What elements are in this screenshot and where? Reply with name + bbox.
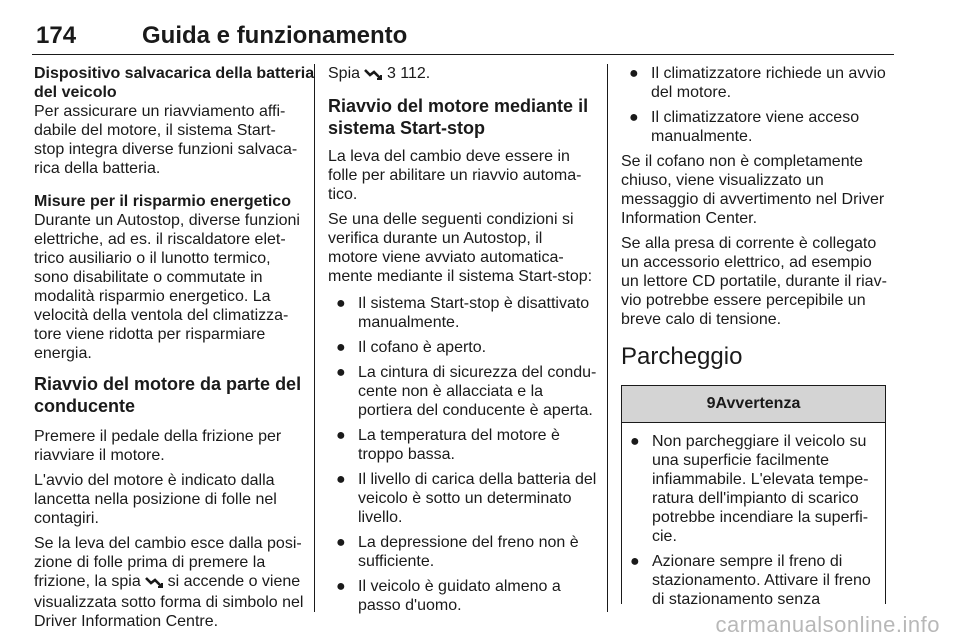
- page-header: [32, 20, 894, 55]
- heading-battery-saver: Dispositivo salvacarica della batteria del veicolo: [34, 65, 315, 101]
- list-item: ● La cintura di sicurezza del condu- cente non è allacciata e la portiera del conducente è aperta.: [336, 364, 597, 419]
- list-item: ● Il sistema Start-stop è disattivato manualmente.: [336, 295, 590, 331]
- list-item: ● Il cofano è aperto.: [336, 339, 487, 356]
- paragraph-neutral: La leva del cambio deve essere in folle per abilitare un riavvio automa- tico.: [328, 148, 582, 203]
- paragraph-conditions: Se una delle seguenti condizioni si verifica durante un Autostop, il motore viene avviato automatica- mente mediante il sistema Start-stop:: [328, 211, 593, 285]
- list-item: ● Il livello di carica della batteria del veicolo è sotto un determinato livello.: [336, 471, 597, 526]
- heading-system-restart: Riavvio del motore mediante il sistema Start-stop: [328, 96, 589, 138]
- list-item: ● Il veicolo è guidato almeno a passo d'uomo.: [336, 578, 561, 614]
- paragraph-tachometer: L'avvio del motore è indicato dalla lancetta nella posizione di folle nel contagiri.: [34, 472, 277, 527]
- paragraph-voltage-drop: Se alla presa di corrente è collegato un accessorio elettrico, ad esempio un lettore CD portatile, durante il riav- vio potrebbe essere percepibile un breve calo di tensione.: [621, 235, 887, 328]
- column-divider-1: [314, 64, 315, 612]
- indicator-reference: Spia 3 112.: [328, 64, 594, 85]
- column-left: [34, 64, 315, 631]
- list-item: ● Il climatizzatore richiede un avvio del motore.: [629, 65, 886, 101]
- warning-title: 9Avvertenza: [622, 386, 885, 423]
- list-item: ● Il climatizzatore viene acceso manualmente.: [629, 109, 860, 145]
- paragraph-hood-warning: Se il cofano non è completamente chiuso, viene visualizzato un messaggio di avvertimento nel Driver Information Center.: [621, 153, 885, 227]
- section-title-parking: Parcheggio: [621, 343, 743, 370]
- page-number: 174: [36, 22, 77, 49]
- paragraph-battery-saver: Per assicurare un riavviamento affi- dabile del motore, il sistema Start- stop integra diverse funzioni salvaca- rica della batteria.: [34, 103, 298, 177]
- paragraph-gear-lever: Se la leva del cambio esce dalla posi- zione di folle prima di premere la frizione, la spia si accende o viene visualizzata sotto forma di simbolo nel Driver Information Centre.: [34, 535, 304, 630]
- list-item: ● La depressione del freno non è sufficiente.: [336, 534, 579, 570]
- column-middle: [328, 64, 597, 615]
- watermark: carmanualsonline.info: [715, 612, 940, 637]
- warning-box: [621, 385, 886, 608]
- list-item: ● Non parcheggiare il veicolo su una superficie facilmente infiammabile. L'elevata tempe- ratura dell'impianto di scarico potrebbe incendiare la superfi- cie.: [630, 433, 869, 545]
- heading-energy-saving: Misure per il risparmio energetico: [34, 193, 291, 210]
- heading-driver-restart: Riavvio del motore da parte del conducente: [34, 374, 302, 416]
- auto-stop-indicator-icon: [364, 66, 382, 85]
- paragraph-energy-saving: Durante un Autostop, diverse funzioni elettriche, ad es. il riscaldatore elet- trico ausiliario o il lunotto termico, sono disabilitate o commutate in modalità risparmio energetico. La velocità della ventola del climatizza- tore viene ridotta per risparmiare energia.: [34, 212, 300, 362]
- list-item: ● Azionare sempre il freno di stazionamento. Attivare il freno di stazionamento senza: [630, 553, 871, 608]
- auto-stop-indicator-icon: [145, 574, 163, 593]
- paragraph-clutch-restart: Premere il pedale della frizione per riavviare il motore.: [34, 428, 282, 464]
- column-divider-2: [607, 64, 608, 612]
- column-right: [621, 64, 887, 608]
- list-item: ● La temperatura del motore è troppo bassa.: [336, 427, 560, 463]
- running-title: Guida e funzionamento: [142, 22, 408, 49]
